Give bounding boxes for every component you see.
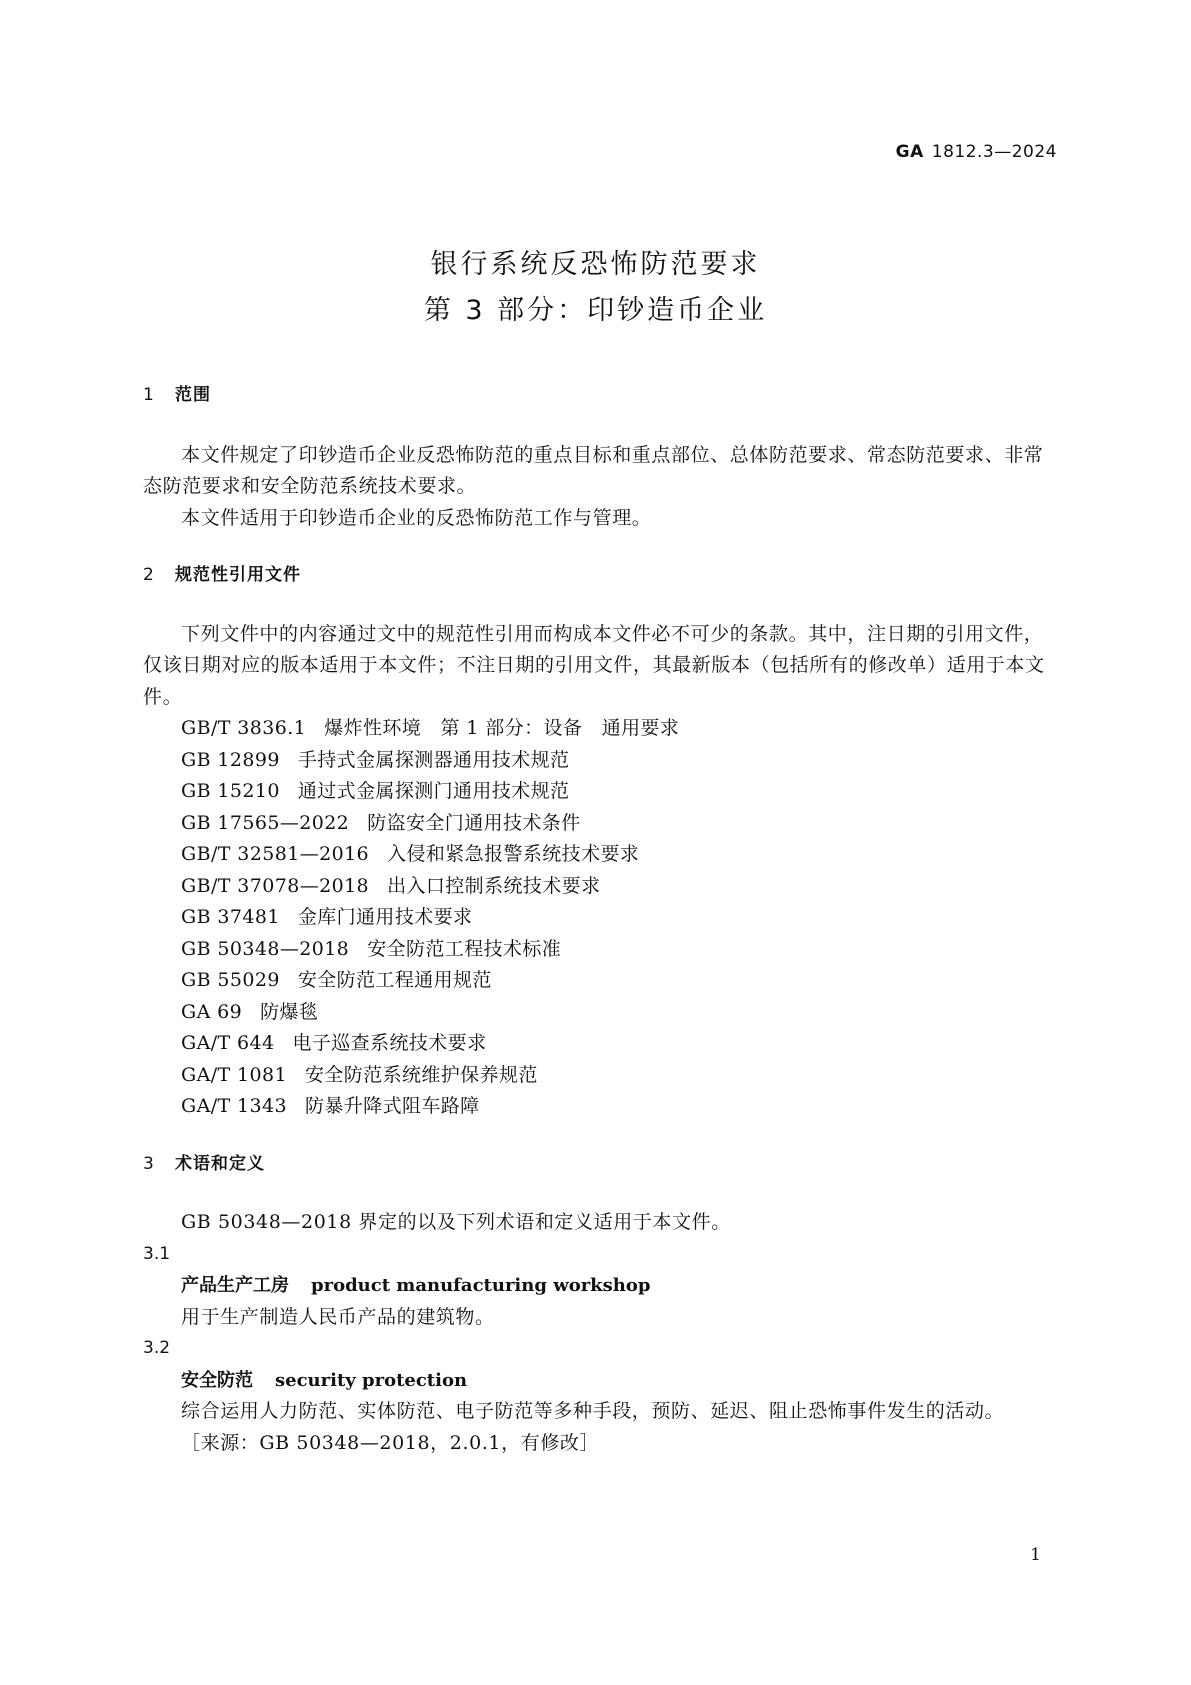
reference-title: 电子巡查系统技术要求 [292,1032,487,1054]
reference-item [143,902,1053,934]
standard-prefix: GA [895,142,924,162]
title-line-1: 银行系统反恐怖防范要求 [430,249,761,280]
reference-item [143,1091,1053,1123]
term-chinese: 产品生产工房 [181,1275,289,1296]
reference-item [143,997,1053,1029]
reference-title: 金库门通用技术要求 [297,906,473,928]
section-heading-scope [143,380,1053,412]
term-definition: 用于生产制造人民币产品的建筑物。 [181,1305,495,1328]
reference-item [143,871,1053,903]
reference-code: GB 17565—2022 [181,811,350,834]
reference-code: GA 69 [181,1000,243,1023]
reference-code: GB 55029 [181,969,280,991]
standard-identifier [896,142,1057,162]
reference-title: 爆炸性环境 第 1 部分：设备 通用要求 [324,717,680,739]
reference-list [143,713,1053,1123]
reference-title: 入侵和紧急报警系统技术要求 [387,843,640,865]
reference-item [143,1028,1053,1060]
reference-code: GA/T 1081 [181,1063,287,1086]
term-english: security protection [275,1369,468,1391]
paragraph: GB 50348—2018 界定的以及下列术语和定义适用于本文件。 [181,1211,731,1233]
reference-item [143,745,1053,777]
section-number: 2 [143,565,155,585]
standard-number: 1812.3—2024 [931,142,1057,162]
section-title: 范围 [175,385,211,405]
reference-item [143,776,1053,808]
reference-item [143,839,1053,871]
reference-code: GB 15210 [181,780,280,802]
reference-item [143,713,1053,745]
section-heading-normative-references [143,560,1053,592]
term-number: 3.1 [143,1243,171,1264]
reference-code: GA/T 644 [181,1032,275,1054]
term-number: 3.2 [143,1338,171,1358]
reference-item [143,934,1053,966]
reference-title: 防爆毯 [260,1000,319,1023]
paragraph: 下列文件中的内容通过文中的规范性引用而构成本文件必不可少的条款。其中，注日期的引用文件，仅该日期对应的版本适用于本文件；不注日期的引用文件，其最新版本（包括所有的修改单）适用于本文件。 [143,622,1045,708]
reference-title: 手持式金属探测器通用技术规范 [297,748,570,771]
title-line-2: 第 3 部分：印钞造币企业 [423,295,768,326]
document-body [143,380,1053,1459]
reference-code: GB/T 37078—2018 [181,874,370,897]
reference-code: GB 50348—2018 [181,937,350,960]
section-title: 规范性引用文件 [175,565,301,585]
reference-title: 安全防范工程通用规范 [297,969,492,991]
section-title: 术语和定义 [175,1153,265,1174]
reference-title: 出入口控制系统技术要求 [387,874,601,897]
section-number: 1 [143,385,155,405]
term-name [143,1365,1053,1397]
reference-code: GA/T 1343 [181,1095,287,1117]
reference-code: GB/T 32581—2016 [181,843,370,865]
reference-title: 防暴升降式阻车路障 [304,1095,480,1117]
reference-title: 防盗安全门通用技术条件 [367,811,581,834]
section-number: 3 [143,1153,155,1174]
section-heading-terms [143,1149,1053,1181]
reference-title: 安全防范工程技术标准 [367,937,562,960]
reference-title: 通过式金属探测门通用技术规范 [297,780,570,802]
page-number: 1 [1030,1545,1041,1565]
reference-code: GB 12899 [181,748,280,771]
term-english: product manufacturing workshop [311,1275,651,1296]
reference-code: GB/T 3836.1 [181,717,307,739]
reference-item [143,1060,1053,1092]
reference-item [143,965,1053,997]
reference-item [143,808,1053,840]
term-definition: 综合运用人力防范、实体防范、电子防范等多种手段，预防、延迟、阻止恐怖事件发生的活动。 [181,1400,1005,1422]
reference-title: 安全防范系统维护保养规范 [304,1063,538,1086]
paragraph: 本文件适用于印钞造币企业的反恐怖防范工作与管理。 [181,506,652,529]
term-name [143,1270,1053,1302]
term-chinese: 安全防范 [181,1369,253,1391]
term-source: ［来源：GB 50348—2018，2.0.1，有修改］ [181,1431,600,1454]
reference-code: GB 37481 [181,906,280,928]
document-title [0,242,1191,334]
paragraph: 本文件规定了印钞造币企业反恐怖防范的重点目标和重点部位、总体防范要求、常态防范要求、非常态防范要求和安全防范系统技术要求。 [143,443,1044,497]
